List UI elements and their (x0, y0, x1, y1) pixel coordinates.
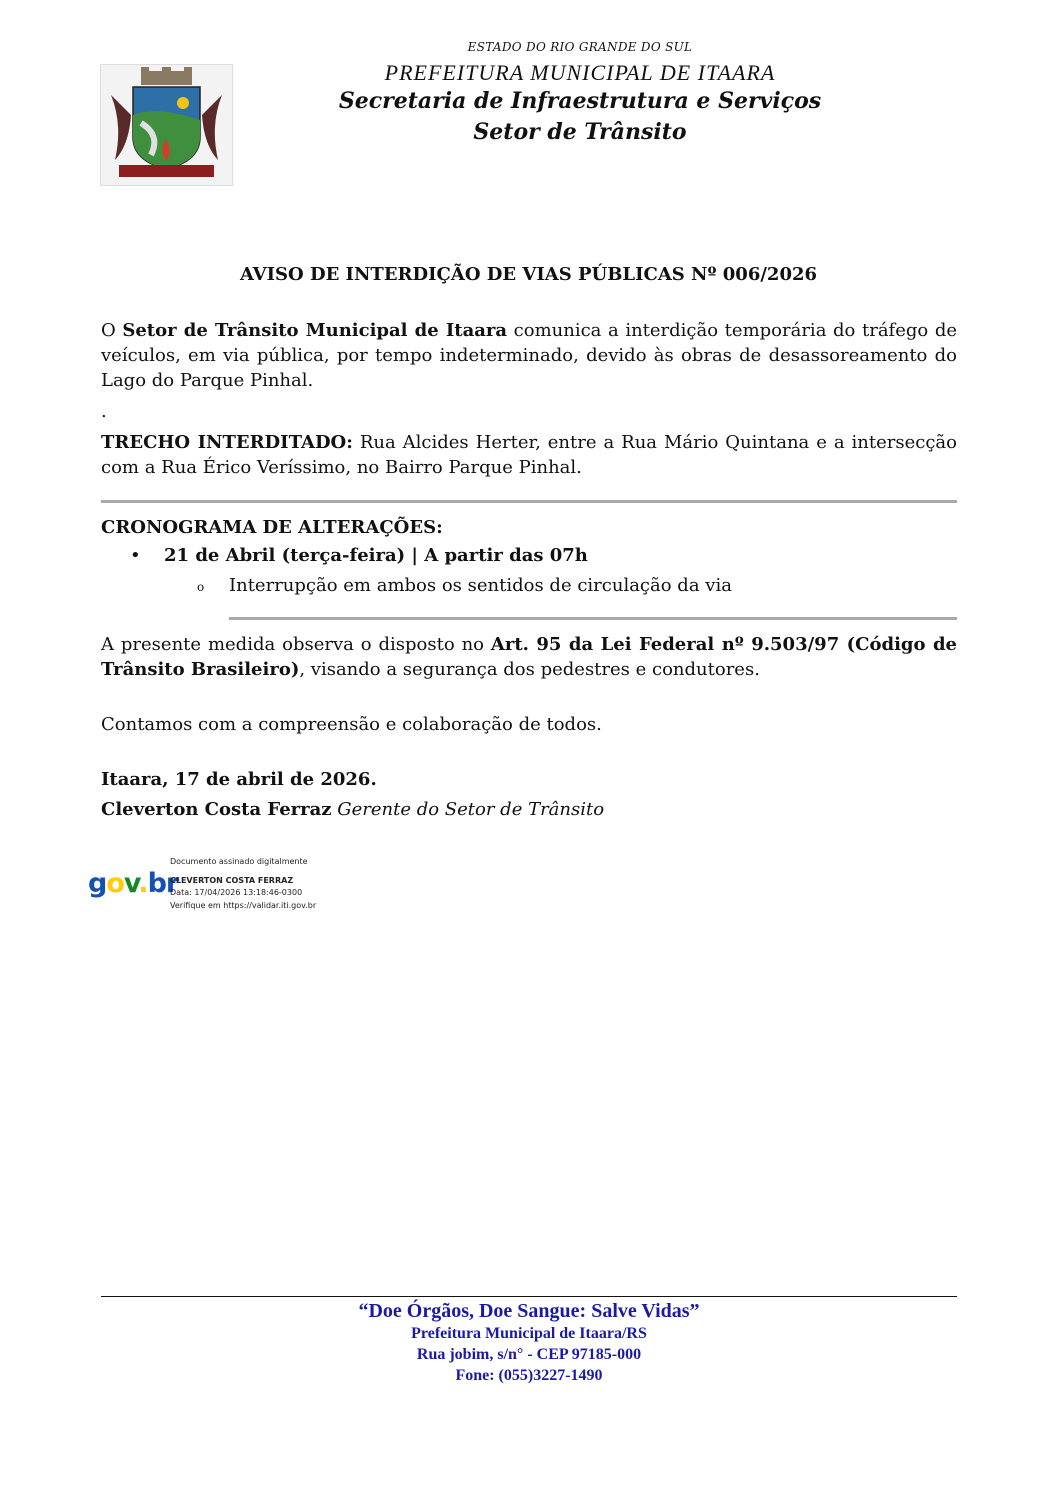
signature-info-date: Data: 17/04/2026 13:18:46-0300 (170, 888, 303, 897)
divider-bottom (229, 617, 957, 620)
prefecture-heading: PREFEITURA MUNICIPAL DE ITAARA (384, 60, 776, 85)
intro-paragraph: O Setor de Trânsito Municipal de Itaara comunica a interdição temporária do tráfego de veículos, em via pública, por tempo indeterminado, devido às obras de desassoreamento do Lago do Parque Pinhal. (101, 320, 957, 391)
footer-slogan: “Doe Órgãos, Doe Sangue: Salve Vidas” (358, 1300, 700, 1322)
divider-top (101, 500, 957, 503)
govbr-logo: gov.br (88, 868, 179, 899)
date-line: Itaara, 17 de abril de 2026. (101, 769, 377, 790)
signature-info-verify: Verifique em https://validar.iti.gov.br (170, 900, 317, 910)
state-heading: ESTADO DO RIO GRANDE DO SUL (467, 40, 693, 54)
municipal-crest-icon (100, 64, 233, 186)
notice-title: AVISO DE INTERDIÇÃO DE VIAS PÚBLICAS Nº 006/2026 (239, 264, 818, 285)
footer-org: Prefeitura Municipal de Itaara/RS (411, 1325, 647, 1342)
signature-line: Cleverton Costa Ferraz Gerente do Setor de Trânsito (101, 799, 605, 820)
sector-heading: Setor de Trânsito (473, 119, 687, 145)
digital-signature-info (170, 856, 316, 912)
schedule-heading: CRONOGRAMA DE ALTERAÇÕES: (101, 517, 443, 538)
separator-dot: . (101, 401, 107, 422)
signature-info-line1: Documento assinado digitalmente (170, 857, 308, 866)
thanks-line: Contamos com a compreensão e colaboração de todos. (101, 714, 602, 735)
footer-phone: Fone: (055)3227-1490 (455, 1367, 603, 1384)
secretariat-heading: Secretaria de Infraestrutura e Serviços (338, 88, 822, 114)
footer-rule (101, 1296, 957, 1297)
signature-info-signer: CLEVERTON COSTA FERRAZ (170, 875, 294, 885)
closed-section-paragraph: TRECHO INTERDITADO: Rua Alcides Herter, entre a Rua Mário Quintana e a intersecção com a Rua Érico Veríssimo, no Bairro Parque Pinhal. (101, 432, 957, 478)
footer-address: Rua jobim, s/n° - CEP 97185-000 (416, 1346, 642, 1363)
legal-paragraph: A presente medida observa o disposto no Art. 95 da Lei Federal nº 9.503/97 (Código de Trânsito Brasileiro), visando a segurança dos pedestres e condutores. (101, 634, 958, 680)
schedule-item: • 21 de Abril (terça-feira) | A partir das 07h (130, 545, 588, 566)
schedule-subitem: o Interrupção em ambos os sentidos de circulação da via (197, 575, 732, 596)
